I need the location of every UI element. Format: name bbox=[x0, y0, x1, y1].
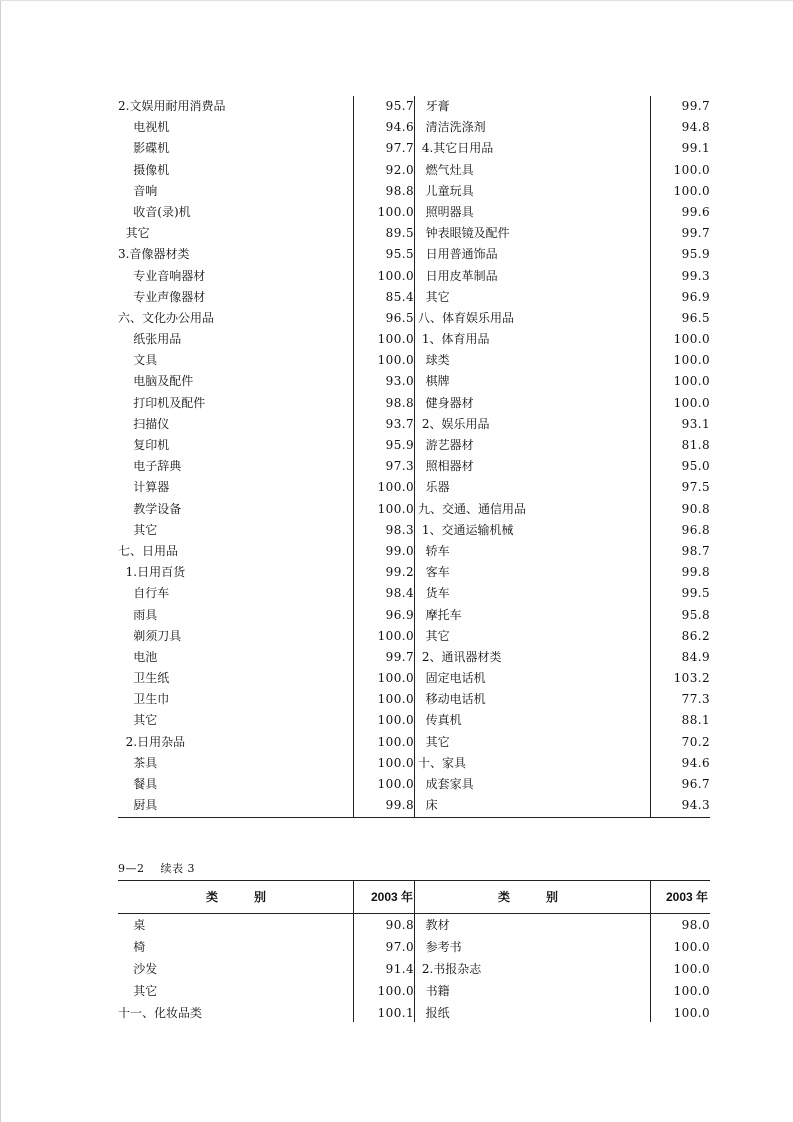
row-right-category: 床 bbox=[418, 798, 438, 813]
row-right-value: 86.2 bbox=[681, 628, 710, 643]
row-left-value: 97.3 bbox=[385, 459, 414, 474]
row-left-value: 93.7 bbox=[385, 416, 414, 431]
row-right-value: 99.7 bbox=[681, 226, 710, 241]
row-left-value: 100.0 bbox=[377, 353, 414, 368]
row-left-value: 99.0 bbox=[385, 543, 414, 558]
row-right-category: 传真机 bbox=[418, 713, 462, 728]
row-left-value: 94.6 bbox=[385, 120, 414, 135]
row-left-category: 1.日用百货 bbox=[118, 565, 186, 580]
row-right-category: 轿车 bbox=[418, 543, 450, 558]
row-left-category: 电子辞典 bbox=[118, 459, 182, 474]
row-left-value: 100.0 bbox=[377, 777, 414, 791]
row-right-value: 98.7 bbox=[681, 543, 710, 558]
row-left-value: 100.0 bbox=[377, 204, 414, 219]
row-right-category: 移动电话机 bbox=[418, 692, 486, 707]
row-left-category: 卫生纸 bbox=[118, 671, 170, 686]
row-right-category: 球类 bbox=[418, 353, 450, 368]
row-right-value: 94.8 bbox=[681, 120, 710, 135]
row-left-category: 复印机 bbox=[118, 438, 170, 452]
row-left-value: 100.0 bbox=[377, 984, 414, 998]
header-year-left: 2003 年 bbox=[370, 890, 413, 904]
row-right-category: 1、体育用品 bbox=[418, 332, 490, 347]
row-right-value: 99.3 bbox=[681, 268, 710, 283]
row-left-value: 98.8 bbox=[385, 395, 414, 410]
row-right-value: 88.1 bbox=[681, 713, 710, 728]
row-left-value: 100.0 bbox=[377, 671, 414, 686]
row-right-category: 书籍 bbox=[418, 984, 450, 998]
row-right-value: 100.0 bbox=[673, 940, 710, 954]
row-left-value: 97.0 bbox=[385, 940, 414, 954]
row-left-value: 96.9 bbox=[385, 607, 414, 622]
row-right-category: 日用普通饰品 bbox=[418, 247, 498, 262]
row-right-value: 93.1 bbox=[681, 416, 710, 431]
row-left-value: 100.0 bbox=[377, 501, 414, 516]
row-left-category: 七、日用品 bbox=[118, 543, 179, 558]
row-right-value: 100.0 bbox=[673, 1006, 710, 1020]
row-left-value: 95.5 bbox=[385, 247, 414, 262]
page-edge-top bbox=[0, 0, 793, 1]
row-left-value: 92.0 bbox=[385, 162, 414, 177]
table-bottom-rule bbox=[118, 817, 710, 818]
row-left-value: 99.2 bbox=[385, 565, 414, 580]
row-right-category: 清洁洗涤剂 bbox=[418, 120, 486, 135]
row-right-category: 钟表眼镜及配件 bbox=[418, 226, 510, 241]
row-right-value: 100.0 bbox=[673, 353, 710, 368]
row-right-category: 其它 bbox=[418, 289, 450, 304]
row-left-category: 2.文娱用耐用消费品 bbox=[118, 99, 226, 113]
row-right-value: 99.5 bbox=[681, 586, 710, 601]
row-right-category: 燃气灶具 bbox=[418, 162, 474, 177]
column-divider-right bbox=[650, 96, 651, 817]
row-left-category: 其它 bbox=[118, 226, 150, 241]
column-divider-middle bbox=[414, 96, 415, 817]
row-left-category: 打印机及配件 bbox=[118, 395, 206, 410]
row-left-value: 100.1 bbox=[377, 1006, 414, 1020]
row-left-value: 89.5 bbox=[385, 226, 414, 241]
row-right-value: 97.5 bbox=[681, 480, 710, 495]
row-left-value: 100.0 bbox=[377, 268, 414, 283]
table-number: 9—2 bbox=[118, 862, 145, 875]
row-right-value: 96.7 bbox=[681, 777, 710, 791]
table2-divider-right bbox=[650, 880, 651, 1022]
row-right-category: 儿童玩具 bbox=[418, 183, 474, 198]
row-right-category: 牙膏 bbox=[418, 99, 450, 113]
row-right-category: 参考书 bbox=[418, 940, 462, 954]
row-right-category: 成套家具 bbox=[418, 777, 474, 791]
row-right-category: 报纸 bbox=[418, 1006, 450, 1020]
row-left-value: 93.0 bbox=[385, 374, 414, 389]
row-left-category: 电视机 bbox=[118, 120, 170, 135]
row-left-category: 纸张用品 bbox=[118, 332, 182, 347]
row-left-category: 音响 bbox=[118, 183, 158, 198]
row-right-category: 日用皮革制品 bbox=[418, 268, 498, 283]
row-right-value: 95.0 bbox=[681, 459, 710, 474]
row-left-category: 十一、化妆品类 bbox=[118, 1006, 203, 1020]
row-right-value: 90.8 bbox=[681, 501, 710, 516]
row-right-category: 照明器具 bbox=[418, 204, 474, 219]
row-left-value: 100.0 bbox=[377, 332, 414, 347]
row-left-category: 影碟机 bbox=[118, 141, 170, 156]
row-left-category: 文具 bbox=[118, 353, 158, 368]
row-left-category: 摄像机 bbox=[118, 162, 170, 177]
row-right-value: 84.9 bbox=[681, 649, 710, 664]
row-left-category: 专业音响器材 bbox=[118, 268, 206, 283]
row-left-category: 剃须刀具 bbox=[118, 628, 182, 643]
row-left-category: 六、文化办公用品 bbox=[118, 310, 215, 325]
page-edge-left bbox=[0, 0, 1, 1122]
table2-divider-left bbox=[353, 880, 354, 1022]
row-right-value: 95.8 bbox=[681, 607, 710, 622]
row-right-value: 99.7 bbox=[681, 99, 710, 113]
row-right-category: 固定电话机 bbox=[418, 671, 486, 686]
row-left-category: 餐具 bbox=[118, 777, 158, 791]
row-left-category: 扫描仪 bbox=[118, 416, 170, 431]
row-left-value: 98.8 bbox=[385, 183, 414, 198]
row-left-category: 专业声像器材 bbox=[118, 289, 206, 304]
row-right-value: 70.2 bbox=[681, 734, 710, 749]
row-left-category: 电脑及配件 bbox=[118, 374, 194, 389]
row-left-value: 99.7 bbox=[385, 649, 414, 664]
row-left-category: 椅 bbox=[118, 940, 146, 954]
row-right-value: 100.0 bbox=[673, 162, 710, 177]
row-right-value: 100.0 bbox=[673, 395, 710, 410]
row-right-value: 100.0 bbox=[673, 374, 710, 389]
column-divider-left bbox=[353, 96, 354, 817]
row-right-category: 1、交通运输机械 bbox=[418, 522, 514, 537]
row-right-value: 103.2 bbox=[673, 671, 710, 686]
row-right-category: 4.其它日用品 bbox=[418, 141, 494, 156]
row-right-category: 九、交通、通信用品 bbox=[418, 501, 527, 516]
row-left-value: 100.0 bbox=[377, 734, 414, 749]
row-left-category: 自行车 bbox=[118, 586, 170, 601]
row-right-value: 94.6 bbox=[681, 755, 710, 770]
row-left-category: 其它 bbox=[118, 522, 158, 537]
row-left-category: 计算器 bbox=[118, 480, 170, 495]
row-right-category: 健身器材 bbox=[418, 395, 474, 410]
row-left-value: 97.7 bbox=[385, 141, 414, 156]
row-left-value: 98.4 bbox=[385, 586, 414, 601]
row-left-value: 100.0 bbox=[377, 755, 414, 770]
table-caption bbox=[118, 860, 207, 876]
row-right-value: 100.0 bbox=[673, 962, 710, 976]
row-right-category: 教材 bbox=[418, 918, 450, 932]
row-right-value: 99.1 bbox=[681, 141, 710, 156]
row-left-category: 教学设备 bbox=[118, 501, 182, 516]
row-right-category: 客车 bbox=[418, 565, 450, 580]
row-left-category: 茶具 bbox=[118, 755, 158, 770]
row-right-value: 99.6 bbox=[681, 204, 710, 219]
row-right-category: 游艺器材 bbox=[418, 438, 474, 452]
row-right-value: 100.0 bbox=[673, 332, 710, 347]
header-category-left: 类别 bbox=[206, 890, 303, 904]
row-left-category: 雨具 bbox=[118, 607, 158, 622]
row-right-value: 96.5 bbox=[681, 310, 710, 325]
row-left-category: 其它 bbox=[118, 984, 158, 998]
header-category-right: 类别 bbox=[498, 890, 595, 904]
row-left-category: 3.音像器材类 bbox=[118, 247, 190, 262]
row-right-value: 96.8 bbox=[681, 522, 710, 537]
row-right-value: 77.3 bbox=[681, 692, 710, 707]
row-left-value: 95.9 bbox=[385, 438, 414, 452]
row-left-value: 100.0 bbox=[377, 628, 414, 643]
row-right-value: 98.0 bbox=[681, 918, 710, 932]
row-left-category: 沙发 bbox=[118, 962, 158, 976]
row-left-value: 100.0 bbox=[377, 713, 414, 728]
row-right-category: 2、娱乐用品 bbox=[418, 416, 490, 431]
row-left-value: 90.8 bbox=[385, 918, 414, 932]
row-right-value: 100.0 bbox=[673, 984, 710, 998]
header-year-right: 2003 年 bbox=[665, 890, 708, 904]
row-right-category: 2、通讯器材类 bbox=[418, 649, 502, 664]
row-right-value: 94.3 bbox=[681, 798, 710, 813]
row-left-category: 桌 bbox=[118, 918, 146, 932]
row-right-category: 2.书报杂志 bbox=[418, 962, 482, 976]
row-left-category: 厨具 bbox=[118, 798, 158, 813]
row-left-category: 收音(录)机 bbox=[118, 204, 191, 219]
row-right-category: 其它 bbox=[418, 734, 450, 749]
row-right-category: 八、体育娱乐用品 bbox=[418, 310, 515, 325]
table2-divider-middle bbox=[414, 880, 415, 1022]
row-right-category: 其它 bbox=[418, 628, 450, 643]
row-right-value: 96.9 bbox=[681, 289, 710, 304]
row-left-value: 96.5 bbox=[385, 310, 414, 325]
row-left-value: 100.0 bbox=[377, 480, 414, 495]
row-left-category: 电池 bbox=[118, 649, 158, 664]
row-left-value: 99.8 bbox=[385, 798, 414, 813]
row-right-value: 81.8 bbox=[681, 438, 710, 452]
row-right-category: 照相器材 bbox=[418, 459, 474, 474]
table-caption-text: 续表 3 bbox=[160, 862, 195, 875]
row-right-category: 摩托车 bbox=[418, 607, 462, 622]
row-right-category: 棋牌 bbox=[418, 374, 450, 389]
row-left-value: 91.4 bbox=[385, 962, 414, 976]
row-right-category: 十、家具 bbox=[418, 755, 467, 770]
row-right-value: 99.8 bbox=[681, 565, 710, 580]
row-right-value: 95.9 bbox=[681, 247, 710, 262]
row-left-value: 85.4 bbox=[385, 289, 414, 304]
row-left-category: 卫生巾 bbox=[118, 692, 170, 707]
row-left-value: 95.7 bbox=[385, 99, 414, 113]
row-left-value: 100.0 bbox=[377, 692, 414, 707]
row-right-category: 乐器 bbox=[418, 480, 450, 495]
row-left-category: 其它 bbox=[118, 713, 158, 728]
row-right-value: 100.0 bbox=[673, 183, 710, 198]
row-right-category: 货车 bbox=[418, 586, 450, 601]
row-left-category: 2.日用杂品 bbox=[118, 734, 186, 749]
row-left-value: 98.3 bbox=[385, 522, 414, 537]
